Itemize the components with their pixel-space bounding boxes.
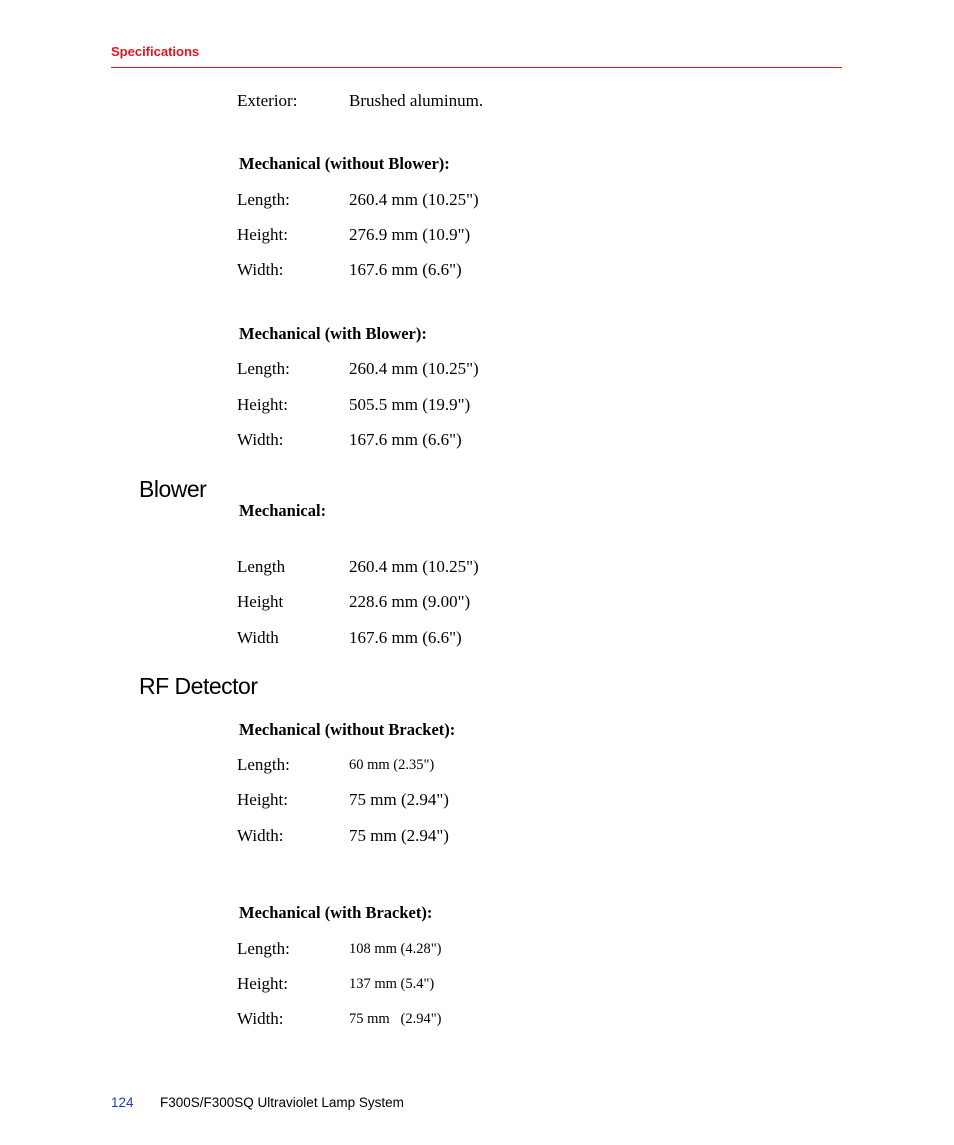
document-title: F300S/F300SQ Ultraviolet Lamp System (160, 1095, 404, 1110)
spec-value: 167.6 mm (6.6") (349, 260, 462, 279)
spec-value: 75 mm (2.94") (349, 790, 449, 809)
spec-value: 260.4 mm (10.25") (349, 359, 479, 378)
running-header: Specifications (111, 44, 200, 59)
header-rule (111, 67, 842, 68)
spec-label: Length: (237, 359, 290, 378)
spec-label: Height: (237, 790, 288, 809)
spec-label: Width: (237, 826, 284, 845)
spec-value: 260.4 mm (10.25") (349, 190, 479, 209)
section-title-blower: Blower (139, 476, 207, 502)
spec-label: Length: (237, 755, 290, 774)
subheading-mech-without-blower: Mechanical (without Blower): (239, 154, 450, 173)
spec-value: 75 mm (2.94") (349, 826, 449, 845)
page-number: 124 (111, 1095, 134, 1110)
spec-value: 108 mm (4.28") (349, 941, 442, 957)
spec-label: Height (237, 592, 284, 611)
spec-label: Exterior: (237, 91, 298, 110)
spec-value: 75 mm (2.94") (349, 1011, 442, 1027)
spec-value: 167.6 mm (6.6") (349, 628, 462, 647)
spec-label: Width: (237, 1009, 284, 1028)
spec-value: Brushed aluminum. (349, 91, 484, 110)
spec-value: 228.6 mm (9.00") (349, 592, 471, 611)
subheading-with-bracket: Mechanical (with Bracket): (239, 903, 433, 922)
spec-label: Width: (237, 260, 284, 279)
spec-label: Width (237, 628, 279, 647)
spec-label: Height: (237, 974, 288, 993)
spec-value: 60 mm (2.35") (349, 757, 435, 773)
spec-value: 137 mm (5.4") (349, 976, 435, 992)
spec-label: Length (237, 557, 286, 576)
subheading-without-bracket: Mechanical (without Bracket): (239, 720, 456, 739)
spec-label: Height: (237, 395, 288, 414)
spec-value: 505.5 mm (19.9") (349, 395, 471, 414)
spec-value: 260.4 mm (10.25") (349, 557, 479, 576)
subheading-blower-mechanical: Mechanical: (239, 501, 327, 520)
subheading-mech-with-blower: Mechanical (with Blower): (239, 324, 427, 343)
spec-value: 276.9 mm (10.9") (349, 225, 471, 244)
spec-value: 167.6 mm (6.6") (349, 430, 462, 449)
spec-label: Length: (237, 939, 290, 958)
spec-label: Width: (237, 430, 284, 449)
spec-label: Length: (237, 190, 290, 209)
section-title-rf-detector: RF Detector (139, 673, 258, 699)
spec-label: Height: (237, 225, 288, 244)
